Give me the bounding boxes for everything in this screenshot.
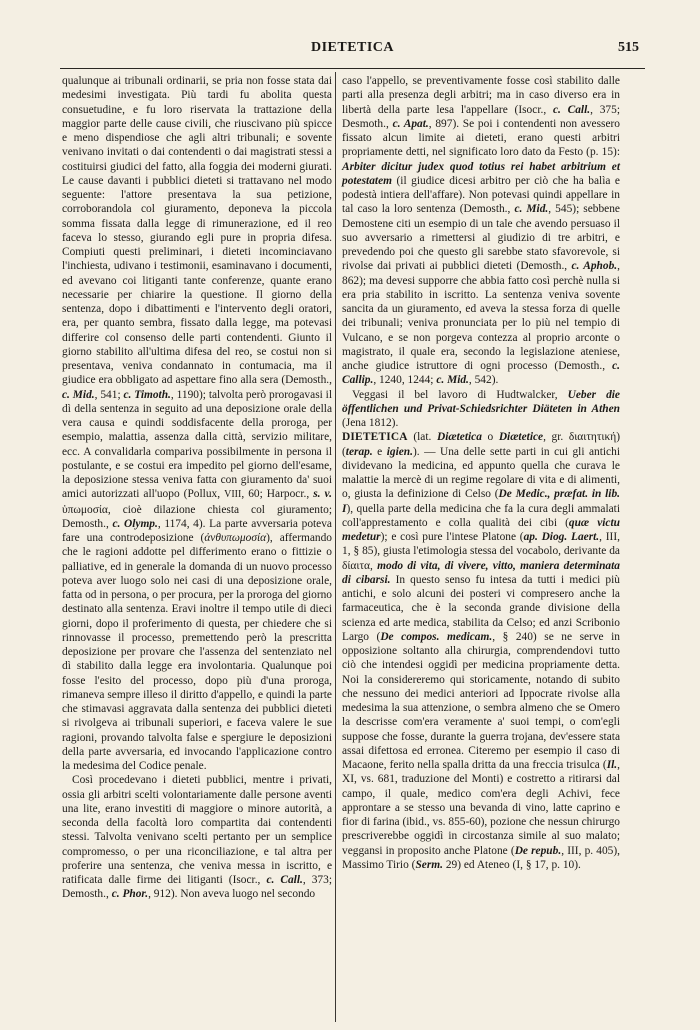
entry-headword: DIETETICA — [342, 431, 408, 444]
citation-text: c. Callip. — [342, 360, 620, 387]
text-run: e — [372, 445, 387, 458]
left-column — [62, 74, 332, 902]
citation-text: modo di vita, di vivere, vitto, maniera determinata di cibarsi. — [342, 559, 620, 586]
text-run: qualunque ai tribunali ordinarii, se pria non fosse stata dai medesimi investigata. Più tardi fu abolita questa consuetudine, e fu loro riservata la trattazione della maggior parte delle cause civili, che riuscivano più spicce e meno dispendiose che agli altri tribunali; e sovente venivano invitati o dai contendenti o dai magistrati stessi a costituirsi giudici del fatto, alla foggia dei moderni giurati. Le cause davanti i pubblici dieteti si trattavano nel modo seguente: l'attore presentava la sua petizione, corroborandola col giuramento, deponeva la piccola somma fissata dalla legge di rimunerazione, ed il reo faceva lo stesso, giurando egli pure in propria difesa. Compiuti questi preliminari, i dieteti incominciavano l'inchiesta, udivano i testimonii, esaminavano i documenti, ed avevano coi litiganti tante conferenze, quante erano necessarie per chiarire la questione. Il giorno della sentenza, dopo i dibattimenti e l'intervento degli oratori, era, per quanto sembra, fissato dalla legge, ma potevasi differire col consenso delle parti contendenti. Giunto il giorno stabilito all'ultima difesa del reo, se costui non si presentava, veniva condannato in contumacia, ma il giudice era obbligato ad aspettare fino alla sera (Demosth., — [62, 75, 332, 387]
citation-text: Diætetica — [436, 431, 482, 444]
citation-text: c. Mid. — [514, 203, 549, 216]
text-run: ); e così pure l'intese Platone ( — [380, 531, 524, 543]
paragraph — [62, 773, 332, 901]
citation-text: Ueber die öffentlichen und Privat-Schiedsrichter Diäteten in Athen — [342, 388, 620, 415]
text-run: , XI, vs. 681, traduzione del Monti) e costretto a ritirarsi dal campo, il quale, medico com'era degli Achivi, fece approntare a se stesso una bevanda di vino, latte caprino e fior di farina (ibid., vs. 855-60), pozione che nessun chirurgo prescriverebbe oggidì in circostanza simile al suo malato; veggansi in proposito anche Platone ( — [342, 759, 620, 857]
header-rule — [60, 68, 645, 69]
column-divider — [335, 72, 336, 1022]
text-run: ὑπωμοσία, cioè dilazione chiesta col giuramento; Demosth., — [62, 503, 332, 530]
citation-text: De repub. — [514, 844, 562, 857]
text-run: o — [481, 431, 499, 444]
text-run: , 862); ma devesi supporre che abbia fatto così perchè nulla si era pria stabilito in iscritto. La sentenza veniva sovente sancita da un giuramento, ed aveva la stessa forza di quelle dei tribunali; veniva pronunciata per lo più nel tempio di Vulcano, e se non porgeva contezza al proprio arconte o magistrato, il quale era, secondo la legislazione ateniese, anche giudice istruttore di ogni processo (Demosth., — [342, 260, 620, 372]
citation-text: Serm. — [415, 858, 443, 871]
paragraph — [342, 388, 620, 431]
citation-text: terap. — [345, 445, 373, 458]
text-run: In questo senso fu intesa da tutti i medici più antichi, e solo alcuni dei posteri vi compresero anche la farmaceutica, che è la seconda grande divisione della scienza ed arte medica, stabilita da Celso; ed anzi Scribonio Largo ( — [342, 573, 620, 643]
text-run: , 541; — [94, 388, 124, 401]
text-run: , 60; Harpocr., — [241, 488, 314, 501]
text-run: , 1190); talvolta però prorogavasi il dì della sentenza in seguito ad una deposizione orale della vera causa e quindi soddisfacente della proroga, per esempio, malattia, assenza dalla città, servizio militare, ecc. A convalidarla compariva possibilmente in persona il postulante, e se costui era impedito pel giorno dell'esame, la deposizione stessa veniva fatta con giuramento da' suoi amici autorizzati all'uopo (Pollux, — [62, 388, 333, 501]
paragraph — [342, 74, 620, 388]
text-run: (il giudice dicesi arbitro per ciò che ha balìa e podestà intiera dell'affare). Non potevasi quindi appellare in tal caso la loro sentenza (Demosth., — [342, 174, 620, 216]
running-title: DIETETICA — [310, 40, 395, 55]
citation-text: c. Timoth. — [123, 388, 171, 401]
text-run: ), quella parte della medicina che fa la cura degli ammalati coll'apprestamento e colla qualità dei cibi ( — [342, 502, 620, 529]
citation-text: c. Apat. — [392, 117, 429, 130]
citation-text: c. Mid. — [62, 388, 95, 401]
running-head — [60, 40, 645, 66]
citation-text: c. Call. — [552, 103, 591, 116]
text-run: (Jena 1812). — [342, 417, 399, 429]
text-run: , 1240, 1244; — [373, 374, 437, 387]
citation-text: Arbiter dicitur judex quod totius rei habet arbitrium et potestatem — [342, 160, 620, 187]
citation-text: quæ victu medetur — [342, 516, 620, 543]
text-run: Veggasi il bel lavoro di Hudtwalcker, — [352, 388, 568, 401]
text-run: , 375; Desmoth., — [342, 103, 620, 130]
text-run: ), affermando che le ragioni addotte pel differimento erano o fittizie o palliative, ed in generale la domanda di un nuovo processo poteva aver luogo solo nei casi di una deposizione orale, fatta od in persona, o per procura, per la proroga del giorno destinato alla sentenza. Eravi inoltre il tempo utile di dieci giorni, dopo il proferimento di questa, per chiedere che si rinnovasse il processo, premettendo però la prescritta deposizione per provare che l'assenza del sentenziato nel dì stabilito dalla legge era involontaria. Qualunque poi fosse l'esito del processo, dopo più d'una proroga, rimaneva sempre illeso il diritto d'appello, e quindi la parte che stimavasi aggravata dalla sentenza dei pubblici dieteti si rivolgeva ai tribunali superiori, e faceva valere le sue ragioni, provando talvolta false e spergiure le deposizioni della parte avversaria, ed invocando l'applicazione contro la medesima del Codice penale. — [62, 532, 332, 772]
text-run: caso l'appello, se preventivamente fosse così stabilito dalle parti alla presenza degli arbitri; ma in caso diverso era in libertà della parte lesa l'appellare (Isocr., — [342, 75, 620, 116]
citation-text: c. Olymp. — [112, 517, 158, 530]
text-run: 29) ed Ateneo (I, § 17, p. 10). — [442, 858, 581, 871]
page-number: 515 — [618, 40, 639, 55]
paragraph — [62, 74, 332, 773]
citation-text: De compos. medicam. — [380, 630, 493, 643]
text-run: ). — Una delle sette parti in cui gli antichi dividevano la medicina, ed appunto quella che curava le malattie la mercè di un regime regolare di vita e di alimenti, o, giusta la definizione di Celso ( — [342, 445, 620, 501]
citation-text: De Medic., præfat. in lib. I — [342, 488, 620, 515]
text-run: , 542). — [468, 374, 499, 387]
text-run: , 897). Se poi i contendenti non avessero fissato alcun limite ai dieteti, erano questi arbitri propriamente detti, nel significato loro dato da Festo (p. 15): — [342, 117, 620, 159]
text-run: , 373; Demosth., — [62, 874, 332, 901]
text-run: , 1174, 4). La parte avversaria poteva fare una controdeposizione ( — [62, 517, 332, 544]
text-run: (lat. — [407, 431, 437, 444]
text-run: , III, p. 405), Massimo Tirio ( — [342, 844, 620, 871]
citation-text: ap. Diog. Laert. — [523, 531, 600, 543]
citation-text: igien. — [386, 445, 413, 458]
right-column — [342, 74, 620, 872]
text-run: , § 240) se ne serve in opposizione soltanto alla chirurgia, comprendendovi tutto ciò che intendesi oggidì per medicina propriamente detta. Noi la considereremo qui storicamente, notando di subito che nessuno dei medici anteriori ad Ippocrate rivolse alla medesima la sua attenzione, o sembra almeno che se Omero la descrisse com'era veramente a' suoi tempi, o com'egli suppose che fosse, durante la guerra trojana, dev'essere stata assai difettosa ed erronea. Citeremo per esempio il caso di Macaone, ferito nella spalla dritta da una freccia trisulca ( — [342, 630, 621, 771]
citation-text: c. Call. — [266, 874, 303, 886]
citation-text: Diætetice — [498, 431, 544, 444]
entry-dietetica — [342, 430, 620, 872]
citation-text: c. Phor. — [111, 888, 149, 901]
citation-text: s. v. — [313, 488, 333, 501]
text-run: , 912). Non aveva luogo nel secondo — [148, 888, 316, 901]
citation-text: Il. — [606, 759, 618, 771]
citation-text: c. Aphob. — [571, 260, 618, 273]
citation-text: c. Mid. — [436, 374, 469, 387]
text-run: , 545); sebbene Demostene citi un esempio di un tale che avendo persuaso il suo avversario a rimettersi al giudizio di tre arbitri, e prevedendo poi che questo gli sarebbe stato sfavorevole, si rivolse dai privati ai pubblici dieteti (Demosth., — [342, 203, 620, 273]
text-run: Così procedevano i dieteti pubblici, mentre i privati, ossia gli arbitri scelti volontariamente dalle persone aventi una lite, erano investiti di maggiore o minore autorità, a seconda della facoltà loro compartita dai contendenti stessi. Talvolta venivano scelti pertanto per un semplice compromesso, o per una riconciliazione, e tal altra per proferire una sentenza, che veniva messa in iscritto, e ratificata dalle firme dei litiganti (Isocr., — [62, 774, 332, 886]
text-run: , gr. διαιτητική) ( — [342, 431, 620, 458]
text-run: , III, 1, § 85), giusta l'etimologia stessa del vocabolo, derivante da δίαιτα, — [342, 531, 620, 572]
roman-numeral: VIII — [224, 489, 242, 501]
italic-text: ἀνθυπωμοσία — [204, 532, 267, 544]
